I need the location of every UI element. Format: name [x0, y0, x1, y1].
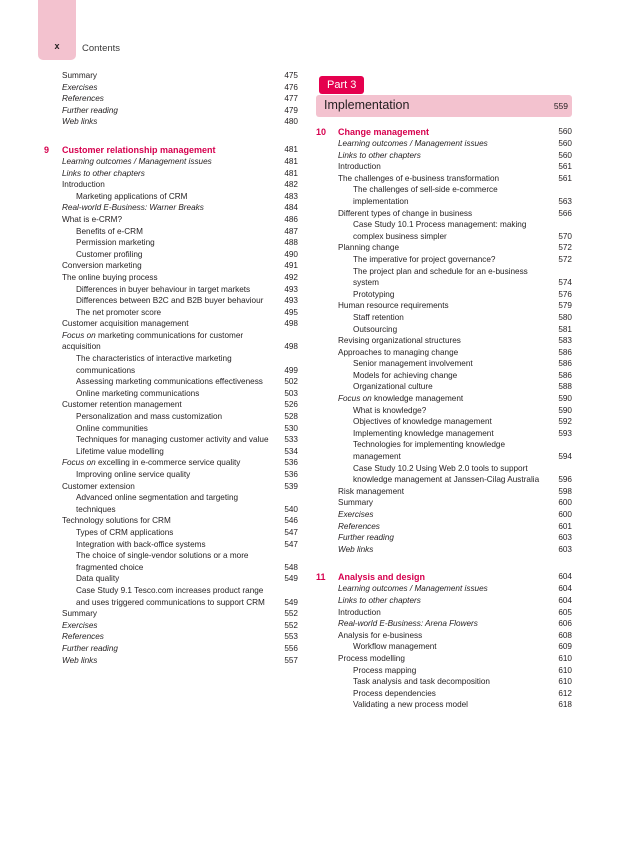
- toc-chapter-entry[interactable]: [44, 144, 298, 156]
- toc-entry[interactable]: [44, 527, 298, 539]
- toc-page-number: 604: [558, 584, 572, 594]
- toc-entry-title: Learning outcomes / Management issues: [338, 584, 488, 594]
- toc-entry[interactable]: [316, 688, 572, 700]
- toc-entry-title: Customer extension: [62, 481, 135, 491]
- toc-entry[interactable]: [316, 173, 572, 185]
- toc-page-number: 481: [284, 144, 298, 154]
- toc-entry-title: Further reading: [338, 533, 394, 543]
- toc-entry-title: Links to other chapters: [338, 595, 421, 605]
- toc-entry-title: Customer relationship management: [62, 144, 216, 155]
- toc-entry-title: Types of CRM applications: [76, 527, 174, 537]
- toc-entry-title: Links to other chapters: [62, 168, 145, 178]
- toc-entry-title: Further reading: [62, 643, 118, 653]
- toc-page-number: 503: [284, 388, 298, 398]
- page-number: x: [54, 41, 60, 51]
- toc-page-number: 572: [558, 254, 572, 264]
- toc-page-number: 476: [284, 82, 298, 92]
- toc-entry[interactable]: [44, 179, 298, 191]
- toc-entry-title: Customer profiling: [76, 249, 143, 259]
- toc-entry[interactable]: [44, 318, 298, 330]
- toc-entry-title: Integration with back-office systems: [76, 539, 206, 549]
- toc-entry[interactable]: [316, 289, 572, 301]
- toc-page-number: 610: [558, 665, 572, 675]
- toc-page-number: 586: [558, 347, 572, 357]
- toc-entry[interactable]: [316, 405, 572, 417]
- toc-page-number: 556: [284, 643, 298, 653]
- toc-page-number: 534: [284, 446, 298, 456]
- toc-page-number: 495: [284, 307, 298, 317]
- toc-entry[interactable]: [44, 631, 298, 643]
- toc-entry-title: Exercises: [62, 82, 98, 92]
- section-gap: [316, 555, 572, 571]
- toc-page-number: 502: [284, 377, 298, 387]
- toc-entry[interactable]: [316, 439, 572, 462]
- toc-entry-title: Differences in buyer behaviour in target markets: [76, 284, 251, 294]
- toc-entry[interactable]: [44, 202, 298, 214]
- toc-entry-title: Benefits of e-CRM: [76, 226, 143, 236]
- toc-page-number: 606: [558, 619, 572, 629]
- toc-entry-title: Improving online service quality: [76, 470, 191, 479]
- toc-page-number: 490: [284, 249, 298, 259]
- toc-entry[interactable]: [316, 370, 572, 382]
- toc-entry[interactable]: [316, 607, 572, 619]
- focus-prefix: Focus on: [62, 330, 96, 340]
- toc-page-number: 481: [284, 156, 298, 166]
- toc-page-number: 590: [558, 394, 572, 404]
- toc-entry-title: Advanced online segmentation and targeting techniques: [76, 493, 239, 514]
- toc-entry-title: Process dependencies: [353, 688, 436, 698]
- toc-entry[interactable]: [44, 539, 298, 551]
- toc-entry-title: Real-world E-Business: Arena Flowers: [338, 619, 478, 629]
- toc-entry[interactable]: [44, 191, 298, 203]
- toc-entry-title: Summary: [62, 609, 98, 619]
- toc-entry[interactable]: [316, 393, 572, 405]
- toc-page-number: 552: [284, 620, 298, 630]
- toc-page-number: 583: [558, 336, 572, 346]
- toc-page-number: 600: [558, 498, 572, 508]
- toc-entry-title: Approaches to managing change: [338, 347, 459, 357]
- toc-entry[interactable]: [316, 521, 572, 533]
- toc-right-list: [316, 126, 572, 711]
- toc-entry[interactable]: [44, 411, 298, 423]
- toc-entry[interactable]: [316, 509, 572, 521]
- toc-entry[interactable]: [316, 347, 572, 359]
- toc-entry[interactable]: [44, 399, 298, 411]
- toc-page-number: 547: [284, 527, 298, 537]
- toc-entry[interactable]: [316, 381, 572, 393]
- toc-entry-title: Introduction: [338, 607, 381, 617]
- toc-entry[interactable]: [44, 70, 298, 82]
- toc-entry[interactable]: [316, 486, 572, 498]
- toc-entry[interactable]: [44, 353, 298, 376]
- toc-page-number: 539: [284, 481, 298, 491]
- toc-entry-title: Lifetime value modelling: [76, 446, 164, 456]
- toc-entry-title: Change management: [338, 127, 430, 137]
- toc-page-number: 479: [284, 105, 298, 115]
- toc-entry[interactable]: [44, 295, 298, 307]
- toc-entry[interactable]: [44, 515, 298, 527]
- toc-entry[interactable]: [316, 653, 572, 665]
- toc-page-number: 586: [558, 370, 572, 380]
- toc-page-number: 610: [558, 677, 572, 687]
- toc-entry[interactable]: [316, 312, 572, 324]
- toc-entry[interactable]: [44, 307, 298, 319]
- toc-entry[interactable]: [316, 497, 572, 509]
- toc-page-number: 605: [558, 607, 572, 617]
- toc-entry[interactable]: [316, 184, 572, 207]
- toc-page-number: 603: [558, 533, 572, 543]
- toc-page-number: 600: [558, 510, 572, 519]
- toc-entry[interactable]: [44, 655, 298, 667]
- toc-entry-title: Planning change: [338, 243, 400, 253]
- toc-entry-title: References: [62, 632, 104, 642]
- toc-entry[interactable]: [44, 249, 298, 261]
- toc-page-number: 590: [558, 405, 572, 415]
- toc-entry-title: Workflow management: [353, 642, 437, 652]
- toc-entry[interactable]: [44, 469, 298, 481]
- toc-entry[interactable]: [44, 585, 298, 608]
- toc-entry[interactable]: [44, 492, 298, 515]
- toc-page-number: 596: [558, 475, 572, 485]
- toc-entry-title: Task analysis and task decomposition: [353, 677, 490, 687]
- part-label: Part 3: [319, 76, 364, 94]
- toc-entry-title: The imperative for project governance?: [353, 254, 496, 264]
- toc-entry[interactable]: [316, 161, 572, 173]
- toc-page-number: 572: [558, 243, 572, 253]
- toc-entry-title: The choice of single-vendor solutions or a more fragmented choice: [76, 551, 249, 572]
- toc-entry[interactable]: [316, 699, 572, 711]
- toc-entry[interactable]: [316, 208, 572, 220]
- toc-page-number: 491: [284, 261, 298, 271]
- toc-entry-title: The net promoter score: [76, 307, 162, 317]
- toc-entry[interactable]: [44, 260, 298, 272]
- toc-chapter-entry[interactable]: [316, 126, 572, 138]
- toc-entry[interactable]: [44, 643, 298, 655]
- toc-page-number: 540: [284, 504, 298, 514]
- toc-page-number: 546: [284, 516, 298, 526]
- toc-entry[interactable]: [44, 434, 298, 446]
- toc-entry-title: Analysis for e-business: [338, 630, 423, 640]
- toc-page-number: 576: [558, 289, 572, 299]
- toc-entry-title: Web links: [338, 544, 374, 554]
- toc-page-number: 483: [284, 191, 298, 201]
- toc-entry[interactable]: [44, 82, 298, 94]
- toc-page-number: 475: [284, 71, 298, 80]
- toc-entry-title: The online buying process: [62, 272, 158, 282]
- toc-entry-title: What is e-CRM?: [62, 214, 123, 224]
- focus-topic: marketing communications for customer acquisition: [62, 330, 244, 352]
- toc-entry[interactable]: [44, 457, 298, 469]
- toc-entry-title: Exercises: [62, 620, 98, 630]
- toc-entry-title: Analysis and design: [338, 572, 426, 583]
- toc-entry-title: [338, 393, 572, 405]
- toc-entry[interactable]: [316, 358, 572, 370]
- toc-entry[interactable]: [316, 583, 572, 595]
- toc-entry[interactable]: [44, 330, 298, 353]
- toc-entry[interactable]: [316, 266, 572, 289]
- toc-entry[interactable]: [44, 573, 298, 585]
- toc-entry-title: What is knowledge?: [353, 405, 427, 415]
- toc-entry-title: Process mapping: [353, 665, 417, 675]
- toc-entry-title: Summary: [338, 498, 374, 508]
- toc-entry-title: Senior management involvement: [353, 359, 473, 369]
- toc-page-number: 552: [284, 609, 298, 619]
- toc-entry-title: Prototyping: [353, 289, 395, 299]
- toc-entry-title: Different types of change in business: [338, 208, 473, 218]
- toc-page-number: 493: [284, 296, 298, 306]
- toc-entry-title: Staff retention: [353, 312, 404, 322]
- toc-entry[interactable]: [316, 242, 572, 254]
- toc-page-number: 528: [284, 412, 298, 422]
- toc-page-number: 598: [558, 486, 572, 496]
- toc-entry-title: Introduction: [62, 180, 105, 190]
- toc-entry[interactable]: [44, 550, 298, 573]
- toc-entry-title: Permission marketing: [76, 238, 155, 248]
- toc-entry[interactable]: [316, 641, 572, 653]
- toc-entry[interactable]: [316, 138, 572, 150]
- toc-entry[interactable]: [316, 324, 572, 336]
- toc-entry[interactable]: [44, 620, 298, 632]
- toc-page-number: 492: [284, 272, 298, 282]
- toc-entry[interactable]: [316, 254, 572, 266]
- toc-entry[interactable]: [44, 423, 298, 435]
- toc-entry[interactable]: [44, 376, 298, 388]
- chapter-number: 11: [316, 572, 326, 583]
- toc-page-number: 588: [558, 382, 572, 392]
- toc-page-number: 604: [558, 595, 572, 605]
- toc-page-number: 548: [284, 562, 298, 572]
- toc-entry[interactable]: [316, 150, 572, 162]
- focus-topic: knowledge management: [371, 394, 464, 404]
- toc-page-number: 574: [558, 278, 572, 288]
- section-gap: [44, 128, 298, 144]
- toc-entry-title: Web links: [62, 117, 98, 127]
- toc-page-number: 547: [284, 539, 298, 549]
- part-title-bar[interactable]: [316, 95, 572, 117]
- toc-entry-title: Techniques for managing customer activity and value: [76, 435, 269, 445]
- toc-page-number: 480: [284, 117, 298, 127]
- toc-entry-title: The challenges of e-business transformation: [338, 173, 500, 183]
- toc-page-number: 486: [284, 214, 298, 224]
- toc-page-number: 570: [558, 231, 572, 241]
- toc-entry[interactable]: [316, 665, 572, 677]
- toc-page-number: 560: [558, 150, 572, 160]
- toc-entry-title: Outsourcing: [353, 324, 398, 334]
- toc-entry[interactable]: [316, 428, 572, 440]
- toc-entry[interactable]: [316, 219, 572, 242]
- toc-entry-title: Case Study 10.1 Process management: making complex business simpler: [353, 220, 527, 241]
- toc-page-number: 603: [558, 544, 572, 554]
- toc-entry[interactable]: [44, 608, 298, 620]
- toc-page-number: 592: [558, 417, 572, 427]
- toc-entry[interactable]: [44, 93, 298, 105]
- toc-page-number: 498: [284, 342, 298, 352]
- toc-entry-title: Validating a new process model: [353, 700, 468, 710]
- toc-entry-title: Human resource requirements: [338, 301, 449, 311]
- toc-entry-title: Links to other chapters: [338, 150, 421, 160]
- toc-entry[interactable]: [44, 388, 298, 400]
- toc-page-number: 536: [284, 470, 298, 479]
- part-title: Implementation: [324, 98, 410, 112]
- toc-right-column: [316, 70, 572, 711]
- toc-entry-title: Learning outcomes / Management issues: [62, 156, 212, 166]
- toc-entry[interactable]: [44, 226, 298, 238]
- toc-entry-title: References: [338, 521, 380, 531]
- toc-entry[interactable]: [44, 156, 298, 168]
- toc-page-number: 608: [558, 630, 572, 640]
- toc-entry[interactable]: [316, 416, 572, 428]
- toc-entry-title: Data quality: [76, 574, 120, 584]
- toc-entry[interactable]: [44, 237, 298, 249]
- toc-page-number: 609: [558, 642, 572, 652]
- toc-entry-title: Process modelling: [338, 653, 405, 663]
- toc-page-number: 499: [284, 365, 298, 375]
- toc-entry[interactable]: [44, 446, 298, 458]
- toc-entry[interactable]: [316, 335, 572, 347]
- toc-page-number: 481: [284, 168, 298, 178]
- toc-page-number: 553: [284, 632, 298, 642]
- toc-page-number: 618: [558, 700, 572, 710]
- toc-entry-title: Assessing marketing communications effectiveness: [76, 377, 263, 387]
- toc-page-number: 498: [284, 319, 298, 329]
- toc-chapter-entry[interactable]: [316, 571, 572, 583]
- toc-page-number: 549: [284, 574, 298, 584]
- toc-page-number: 612: [558, 688, 572, 698]
- toc-entry-title: Personalization and mass customization: [76, 412, 223, 422]
- toc-entry[interactable]: [316, 595, 572, 607]
- toc-entry-title: Further reading: [62, 105, 118, 115]
- toc-entry-title: Web links: [62, 655, 98, 665]
- focus-prefix: Focus on: [62, 458, 96, 468]
- toc-page-number: 549: [284, 597, 298, 607]
- toc-page-number: 566: [558, 208, 572, 218]
- toc-entry[interactable]: [316, 676, 572, 688]
- toc-page-number: 526: [284, 400, 298, 410]
- part-header: [316, 70, 572, 120]
- toc-entry-title: [62, 330, 298, 353]
- toc-entry-title: Revising organizational structures: [338, 336, 461, 346]
- toc-page-number: 477: [284, 94, 298, 104]
- toc-entry-title: Online communities: [76, 423, 148, 433]
- toc-entry[interactable]: [44, 481, 298, 493]
- chapter-number: 9: [44, 144, 50, 155]
- toc-entry-title: Summary: [62, 71, 98, 80]
- toc-page-number: 487: [284, 226, 298, 236]
- toc-page-number: 560: [558, 127, 572, 136]
- focus-topic: excelling in e-commerce service quality: [95, 458, 241, 468]
- part-page-number: 559: [553, 101, 568, 111]
- toc-entry-title: Technology solutions for CRM: [62, 516, 171, 526]
- toc-entry[interactable]: [316, 532, 572, 544]
- toc-page-number: 581: [558, 324, 572, 334]
- toc-entry-title: The characteristics of interactive marketing communications: [76, 354, 232, 375]
- toc-entry[interactable]: [44, 214, 298, 226]
- toc-entry-title: Conversion marketing: [62, 261, 142, 271]
- toc-page-number: 536: [284, 458, 298, 468]
- toc-entry-title: Introduction: [338, 162, 381, 172]
- toc-page-number: 484: [284, 203, 298, 213]
- toc-entry-title: Organizational culture: [353, 382, 433, 392]
- toc-entry-title: Differences between B2C and B2B buyer behaviour: [76, 296, 264, 306]
- toc-page-number: 580: [558, 312, 572, 322]
- toc-entry[interactable]: [316, 300, 572, 312]
- page-title: Contents: [82, 43, 121, 54]
- toc-entry-title: [62, 457, 298, 469]
- toc-entry-title: Case Study 9.1 Tesco.com increases product range and uses triggered communications to support CRM: [76, 585, 265, 607]
- toc-entry-title: Real-world E-Business: Warner Breaks: [62, 203, 204, 213]
- toc-page-number: 557: [284, 655, 298, 665]
- toc-entry[interactable]: [316, 630, 572, 642]
- toc-entry-title: Learning outcomes / Management issues: [338, 139, 488, 148]
- toc-entry[interactable]: [316, 618, 572, 630]
- toc-entry-title: Models for achieving change: [353, 370, 458, 380]
- toc-page-number: 563: [558, 196, 572, 206]
- toc-page-number: 593: [558, 428, 572, 438]
- toc-entry-title: Online marketing communications: [76, 388, 200, 398]
- focus-prefix: Focus on: [338, 394, 372, 404]
- chapter-number: 10: [316, 127, 327, 137]
- toc-page-number: 561: [558, 162, 572, 172]
- page-number-tab: [38, 0, 76, 60]
- toc-page-number: 482: [284, 180, 298, 190]
- toc-page-number: 530: [284, 423, 298, 433]
- toc-entry-title: Customer acquisition management: [62, 319, 189, 329]
- toc-entry-title: Marketing applications of CRM: [76, 191, 188, 201]
- toc-page-number: 561: [558, 173, 572, 183]
- toc-entry-title: Implementing knowledge management: [353, 428, 494, 438]
- toc-entry-title: Case Study 10.2 Using Web 2.0 tools to support knowledge management at Janssen-Cilag Australia: [353, 463, 540, 485]
- toc-entry-title: Objectives of knowledge management: [353, 417, 492, 427]
- toc-left-column: [44, 70, 298, 666]
- toc-page-number: 604: [558, 572, 572, 582]
- toc-entry-title: Customer retention management: [62, 400, 182, 410]
- toc-page-number: 488: [284, 238, 298, 248]
- toc-entry-title: The challenges of sell-side e-commerce implementation: [353, 185, 498, 206]
- toc-entry[interactable]: [316, 544, 572, 556]
- toc-page-number: 533: [284, 435, 298, 445]
- toc-entry[interactable]: [44, 105, 298, 117]
- toc-page-number: 601: [558, 521, 572, 531]
- toc-page-number: 560: [558, 139, 572, 148]
- toc-page-number: 594: [558, 452, 572, 462]
- toc-page-number: 493: [284, 284, 298, 294]
- toc-entry[interactable]: [44, 116, 298, 128]
- toc-entry-title: Technologies for implementing knowledge management: [353, 440, 506, 462]
- toc-entry[interactable]: [44, 168, 298, 180]
- toc-entry-title: References: [62, 94, 104, 104]
- toc-page-number: 610: [558, 653, 572, 663]
- toc-page-number: 586: [558, 359, 572, 369]
- toc-entry-title: Risk management: [338, 486, 404, 496]
- toc-entry[interactable]: [44, 272, 298, 284]
- toc-page-number: 579: [558, 301, 572, 311]
- toc-entry[interactable]: [44, 284, 298, 296]
- toc-entry-title: Exercises: [338, 510, 374, 519]
- toc-entry-title: The project plan and schedule for an e-business system: [353, 266, 528, 288]
- toc-entry[interactable]: [316, 463, 572, 486]
